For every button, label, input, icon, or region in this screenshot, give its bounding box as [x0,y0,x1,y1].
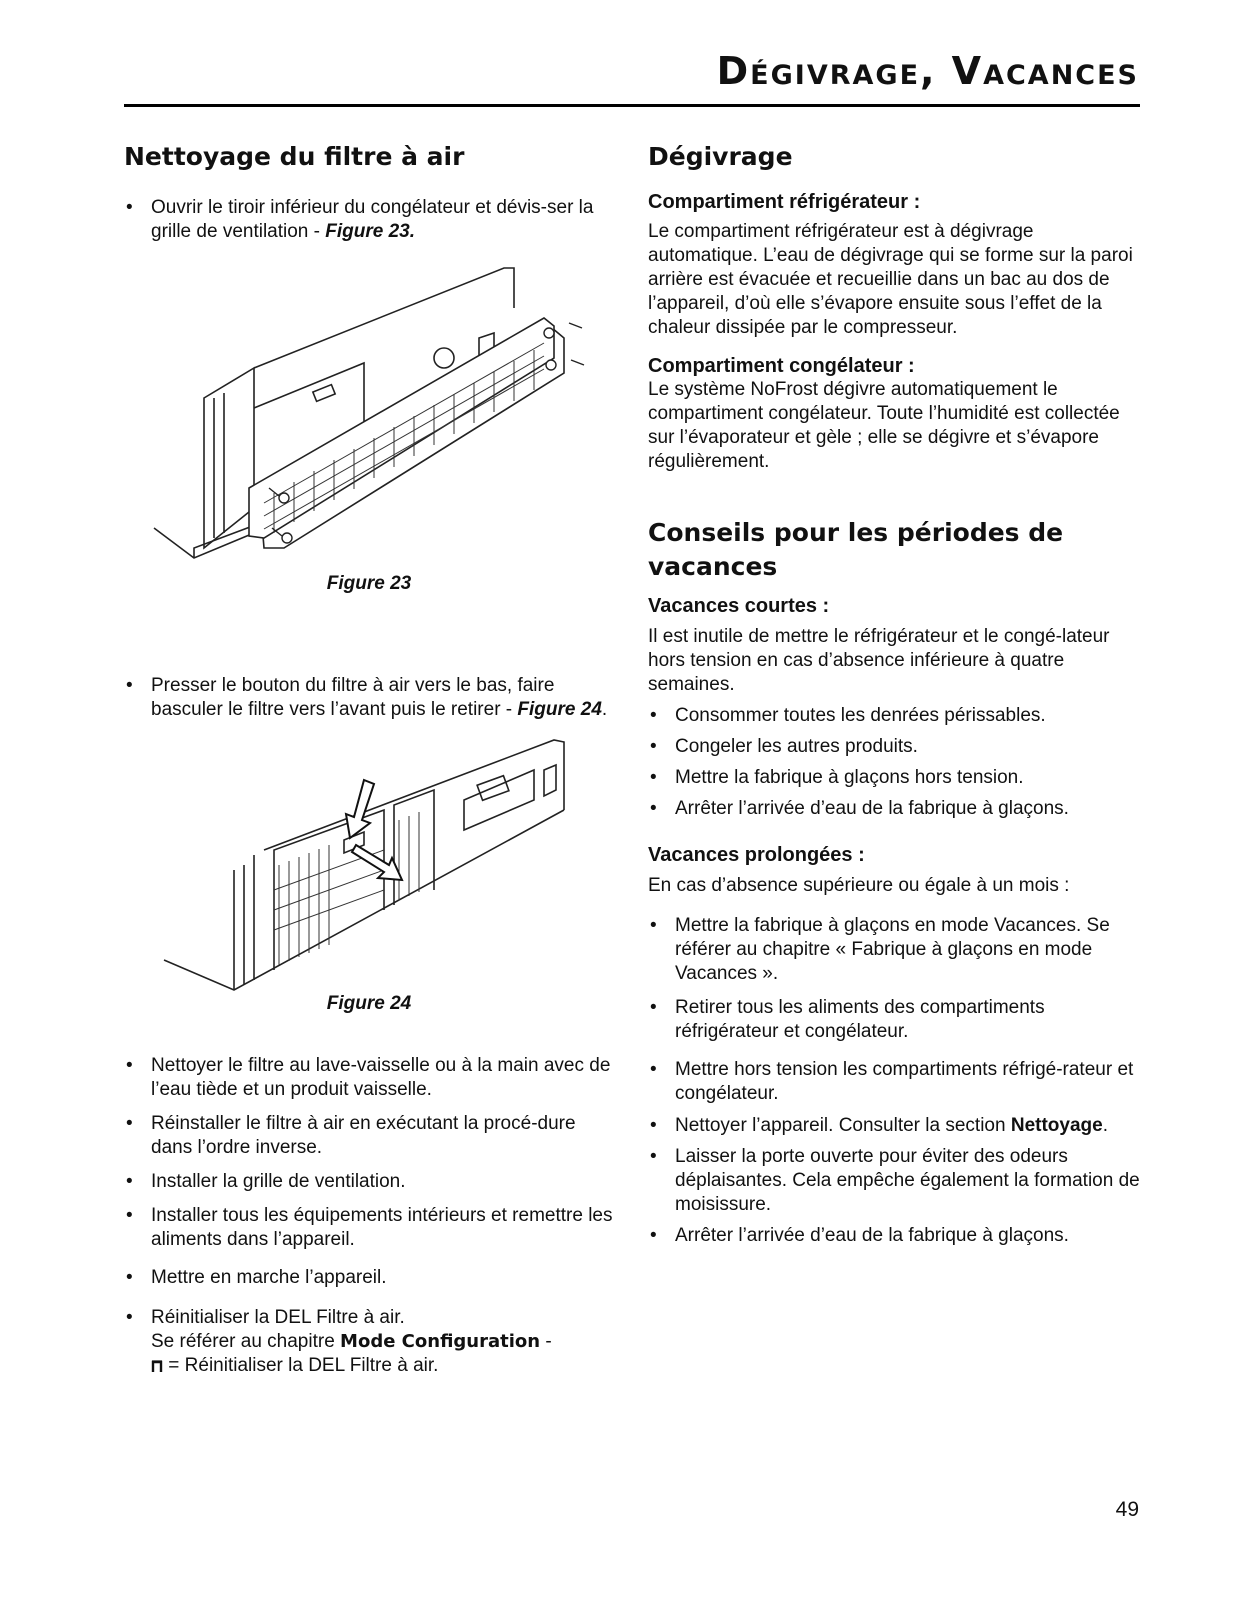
heading-fridge-compartment: Compartiment réfrigérateur : [648,191,921,213]
list-item: • Arrêter l’arrivée d’eau de la fabrique à glaçons. [648,1224,1140,1248]
list-item: • Arrêter l’arrivée d’eau de la fabrique à glaçons. [648,797,1140,821]
page-title: Dégivrage, Vacances [716,49,1139,93]
list-item-cleaning: • Nettoyer l’appareil. Consulter la section Nettoyage. [648,1114,1140,1138]
figure-23-caption: Figure 23 [326,573,412,594]
step-list-2 [124,674,614,722]
figure-24-caption: Figure 24 [326,993,412,1014]
long-vacation-list [648,914,1140,1248]
step-open-drawer: • Ouvrir le tiroir inférieur du congélateur et dévis-ser la grille de ventilation - Figure 23. [124,196,614,244]
mode-configuration-ref: Mode Configuration [340,1331,541,1352]
heading-short-vacation: Vacances courtes : [648,595,830,617]
list-item: • Mettre hors tension les compartiments réfrigé-rateur et congélateur. [648,1058,1140,1106]
list-item: • Congeler les autres produits. [648,735,1140,759]
right-column [648,130,1140,1248]
step-item: • Installer la grille de ventilation. [124,1170,614,1194]
list-item: • Mettre la fabrique à glaçons hors tension. [648,766,1140,790]
step-remove-filter: • Presser le bouton du filtre à air vers le bas, faire basculer le filtre vers l’avant puis le retirer - Figure 24. [124,674,614,722]
nettoyage-ref: Nettoyage [1010,1115,1103,1136]
display-n-icon [151,1359,163,1372]
figure-24-illustration [124,730,614,1000]
heading-air-filter: Nettoyage du filtre à air [124,142,465,171]
figure-ref: Figure 23. [325,221,416,242]
step-reset-led: • Réinitialiser la DEL Filtre à air. Se référer au chapitre Mode Configuration - = Réinitialiser la DEL Filtre à air. [124,1306,614,1378]
heading-freezer-compartment: Compartiment congélateur : [648,355,915,377]
short-vacation-list [648,704,1140,821]
long-vacation-text: En cas d’absence supérieure ou égale à un mois : [648,875,1070,896]
page-number: 49 [1115,1498,1139,1521]
short-vacation-text: Il est inutile de mettre le réfrigérateur et le congé-lateur hors tension en cas d’absence inférieure à quatre semaines. [648,626,1110,695]
list-item: • Consommer toutes les denrées périssables. [648,704,1140,728]
list-item: • Mettre la fabrique à glaçons en mode Vacances. Se référer au chapitre « Fabrique à glaçons en mode Vacances ». [648,914,1140,986]
step-list-1 [124,196,614,244]
left-column [124,130,614,1378]
step-list-3 [124,1054,614,1378]
fridge-text: Le compartiment réfrigérateur est à dégivrage automatique. L’eau de dégivrage qui se forme sur la paroi arrière est évacuée et recueillie dans un bac au dos de l’appareil, d’où elle s’évapore ensuite sous l’effet de la chaleur dissipée par le compresseur. [648,221,1133,338]
step-item: • Installer tous les équipements intérieurs et remettre les aliments dans l’appareil. [124,1204,614,1252]
freezer-text: Le système NoFrost dégivre automatiquement le compartiment congélateur. Toute l’humidité est collectée sur l’évaporateur et gèle ; elle se dégivre et s’évapore régulièrement. [648,379,1120,472]
heading-long-vacation: Vacances prolongées : [648,844,865,866]
title-rule [124,104,1140,107]
step-item: • Mettre en marche l’appareil. [124,1266,614,1290]
figure-23-illustration [124,248,614,578]
heading-vacation: Conseils pour les périodes de vacances [648,518,1064,581]
list-item: • Laisser la porte ouverte pour éviter des odeurs déplaisantes. Cela empêche également la formation de moisissure. [648,1145,1140,1217]
heading-defrost: Dégivrage [648,142,793,171]
step-item: • Nettoyer le filtre au lave-vaisselle ou à la main avec de l’eau tiède et un produit vaisselle. [124,1054,614,1102]
figure-ref: Figure 24 [517,699,602,720]
step-item: • Réinstaller le filtre à air en exécutant la procé-dure dans l’ordre inverse. [124,1112,614,1160]
list-item: • Retirer tous les aliments des compartiments réfrigérateur et congélateur. [648,996,1140,1044]
